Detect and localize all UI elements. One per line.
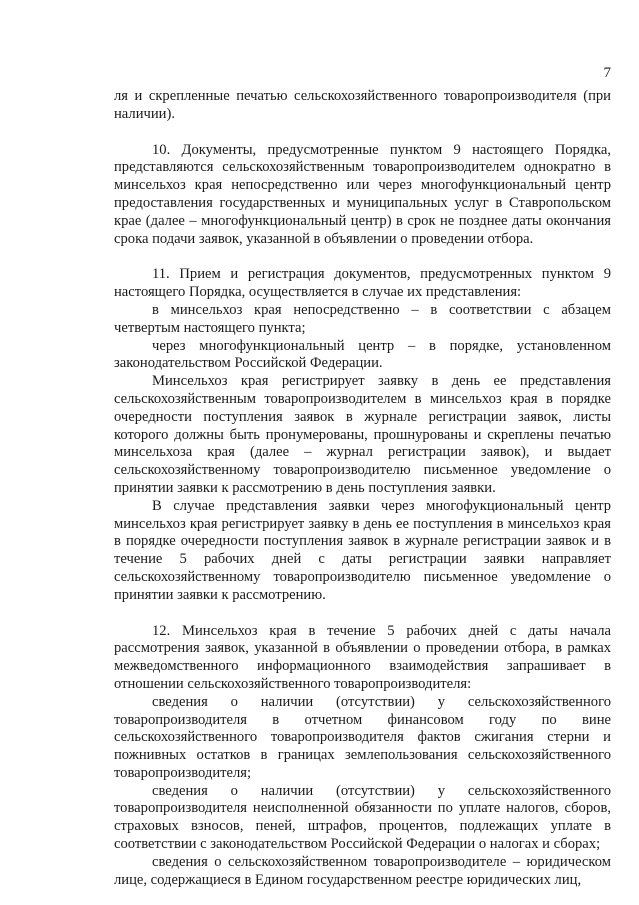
paragraph-item-11-mfc-registration: В случае представления заявки через многофукциональный центр минсельхоз края регистрирует заявку в день ее поступления в минсельхоз края в порядке очередности поступления заявок в журнале регистрации заявок и в течение 5 рабочих дней с даты регистрации заявки направляет сельскохозяйственному товаропроизводителю письменное уведомление о принятии заявки к рассмотрению. <box>114 497 611 603</box>
page-number: 7 <box>603 65 611 81</box>
paragraph-item-11-registration: Минсельхоз края регистрирует заявку в день ее представления сельскохозяйственным товаропроизводителем в минсельхоз края в порядке очередности поступления заявок в журнале регистрации заявок, листы которого должны быть пронумерованы, прошнурованы и скреплены печатью минсельхоза края (далее – журнал регистрации заявок), и выдает сельскохозяйственному товаропроизводителю письменное уведомление о принятии заявки к рассмотрению в день поступления заявки. <box>114 373 611 496</box>
paragraph-item-12-taxes: сведения о наличии (отсутствии) у сельскохозяйственного товаропроизводителя неисполненной обязанности по уплате налогов, сборов, страховых взносов, пеней, штрафов, процентов, подлежащих уплате в соответствии с законодательством Российской Федерации о налогах и сборах; <box>114 782 611 853</box>
document-body <box>114 88 611 889</box>
paragraph-item-12-egrul: сведения о сельскохозяйственном товаропроизводителе – юридическом лице, содержащиеся в Едином государственном реестре юридических лиц, <box>114 853 611 888</box>
paragraph-item-12: 12. Минсельхоз края в течение 5 рабочих дней с даты начала рассмотрения заявок, указанной в объявлении о проведении отбора, в рамках межведомственного информационного взаимодействия запрашивает в отношении сельскохозяйственного товаропроизводителя: <box>114 622 611 692</box>
paragraph-continuation: ля и скрепленные печатью сельскохозяйственного товаропроизводителя (при наличии). <box>114 88 611 122</box>
paragraph-item-10: 10. Документы, предусмотренные пунктом 9 настоящего Порядка, представляются сельскохозяйственным товаропроизводителем однократно в минсельхоз края непосредственно или через многофункциональный центр предоставления государственных и муниципальных услуг в Ставропольском крае (далее – многофункциональный центр) в срок не позднее даты окончания срока подачи заявок, указанной в объявлении о проведении отбора. <box>114 141 611 247</box>
paragraph-item-12-stubble: сведения о наличии (отсутствии) у сельскохозяйственного товаропроизводителя в отчетном финансовом году по вине сельскохозяйственного товаропроизводителя фактов сжигания стерни и пожнивных остатков в границах землепользования сельскохозяйственного товаропроизводителя; <box>114 693 611 781</box>
paragraph-item-11-direct: в минсельхоз края непосредственно – в соответствии с абзацем четвертым настоящего пункта; <box>114 301 611 336</box>
paragraph-item-11: 11. Прием и регистрация документов, предусмотренных пунктом 9 настоящего Порядка, осуществляется в случае их представления: <box>114 266 611 301</box>
paragraph-item-11-mfc: через многофункциональный центр – в порядке, установленном законодательством Российской Федерации. <box>114 337 611 372</box>
